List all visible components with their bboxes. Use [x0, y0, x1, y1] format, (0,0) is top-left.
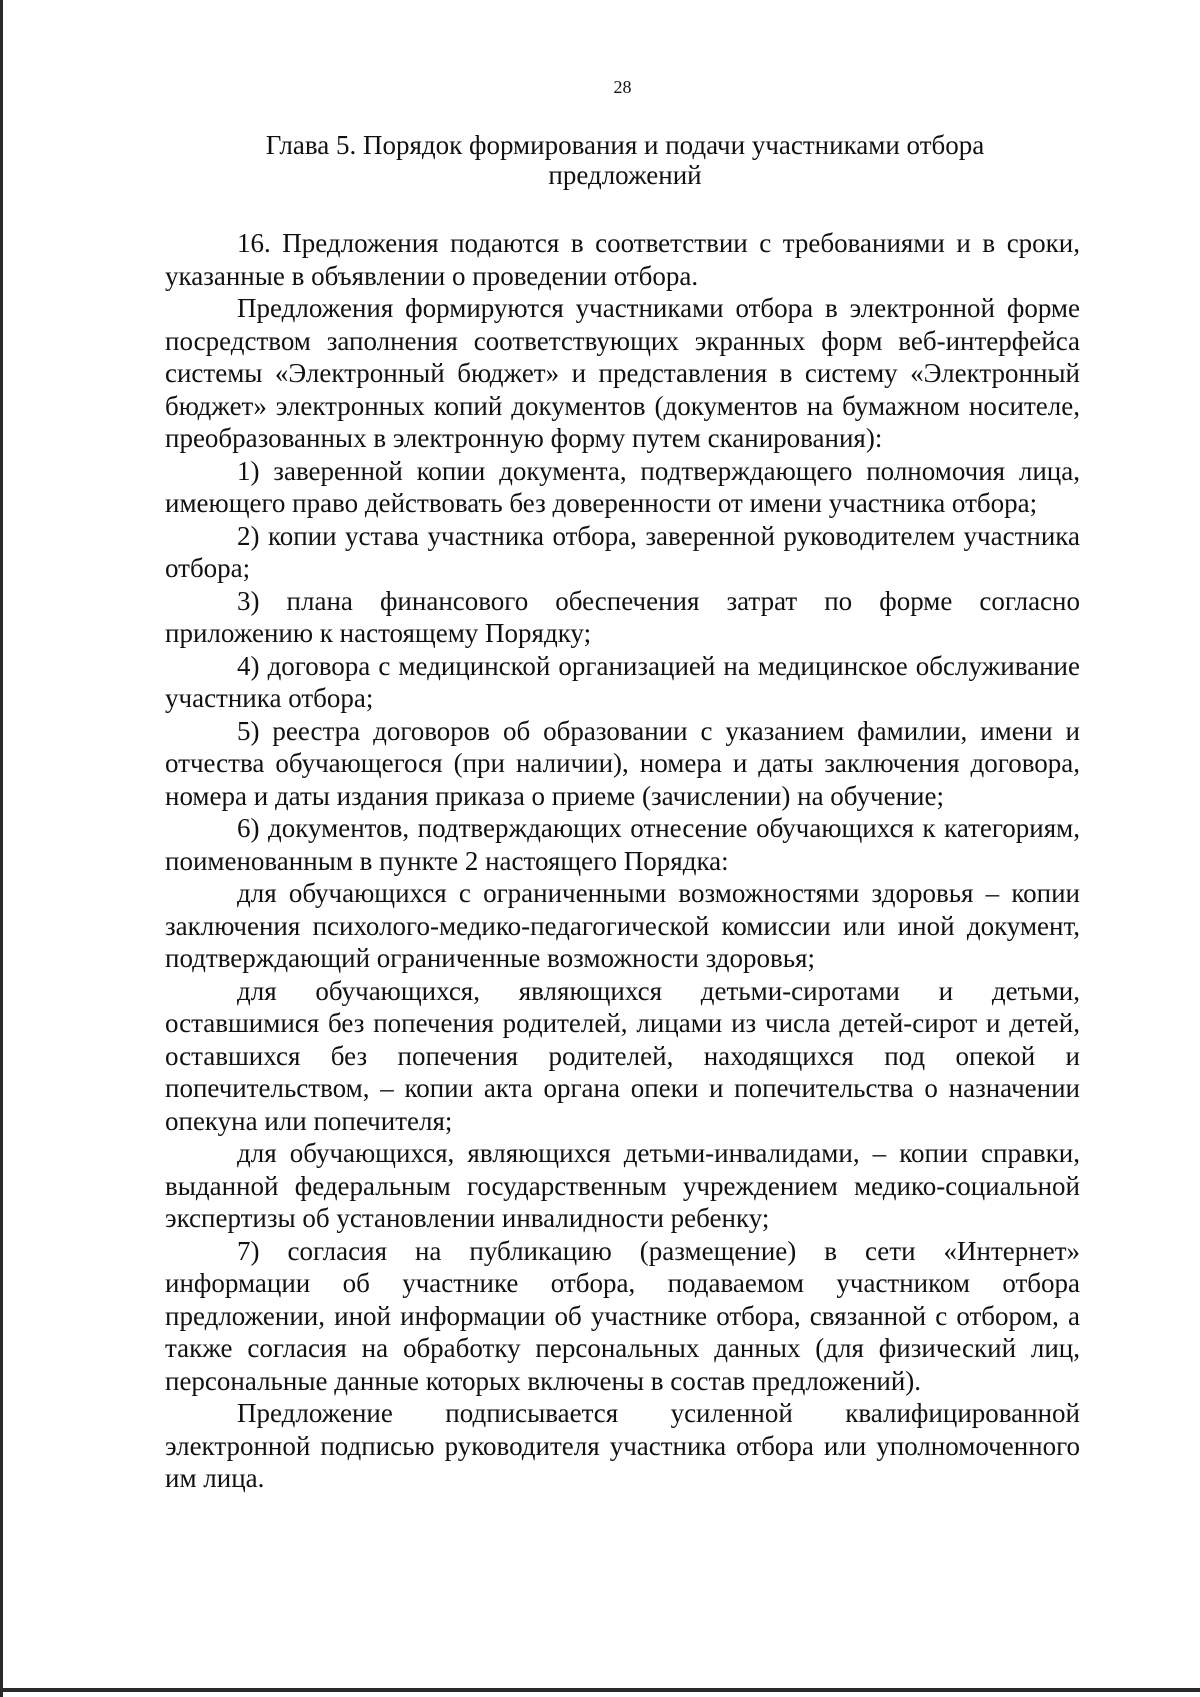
chapter-heading: Глава 5. Порядок формирования и подачи участниками отбора предложений [265, 130, 985, 190]
list-item-2: 2) копии устава участника отбора, заверенной руководителем участника отбора; [165, 520, 1080, 583]
paragraph-16: 16. Предложения подаются в соответствии с требованиями и в сроки, указанные в объявлении о проведении отбора. [165, 228, 1080, 291]
sub-item-disabled-children: для обучающихся, являющихся детьми-инвалидами, – копии справки, выданной федеральным государственным учреждением медико-социальной экспертизы об установлении инвалидности ребенку; [165, 1138, 1080, 1233]
sub-item-orphans: для обучающихся, являющихся детьми-сиротами и детьми, оставшимися без попечения родителей, лицами из числа детей-сирот и детей, оставшихся без попечения родителей, находящихся под опекой и попечительством, – копии акта органа опеки и попечительства о назначении опекуна или попечителя; [165, 975, 1080, 1136]
sub-item-disabilities: для обучающихся с ограниченными возможностями здоровья – копии заключения психолого-медико-педагогической комиссии или иной документ, подтверждающий ограниченные возможности здоровья; [165, 878, 1080, 973]
list-item-1: 1) заверенной копии документа, подтверждающего полномочия лица, имеющего право действовать без доверенности от имени участника отбора; [165, 455, 1080, 518]
list-item-7: 7) согласия на публикацию (размещение) в сети «Интернет» информации об участнике отбора, подаваемом участником отбора предложении, иной информации об участнике отбора, связанной с отбором, а также согласия на обработку персональных данных (для физический лиц, персональные данные которых включены в состав предложений). [165, 1235, 1080, 1396]
page-number: 28 [613, 77, 632, 97]
paragraph-signature: Предложение подписывается усиленной квалифицированной электронной подписью руководителя участника отбора или уполномоченного им лица. [165, 1398, 1080, 1493]
scan-left-border [0, 0, 3, 1697]
paragraph-proposals-form: Предложения формируются участниками отбора в электронной форме посредством заполнения соответствующих экранных форм веб-интерфейса системы «Электронный бюджет» и представления в систему «Электронный бюджет» электронных копий документов (документов на бумажном носителе, преобразованных в электронную форму путем сканирования): [165, 293, 1080, 453]
list-item-4: 4) договора с медицинской организацией на медицинское обслуживание участника отбора; [165, 650, 1080, 713]
document-body [165, 227, 1080, 1495]
list-item-6: 6) документов, подтверждающих отнесение обучающихся к категориям, поименованным в пункте 2 настоящего Порядка: [165, 813, 1080, 876]
scan-bottom-border [0, 1688, 1200, 1692]
list-item-3: 3) плана финансового обеспечения затрат по форме согласно приложению к настоящему Порядку; [165, 585, 1080, 648]
list-item-5: 5) реестра договоров об образовании с указанием фамилии, имени и отчества обучающегося (при наличии), номера и даты заключения договора, номера и даты издания приказа о приеме (зачислении) на обучение; [165, 715, 1080, 811]
